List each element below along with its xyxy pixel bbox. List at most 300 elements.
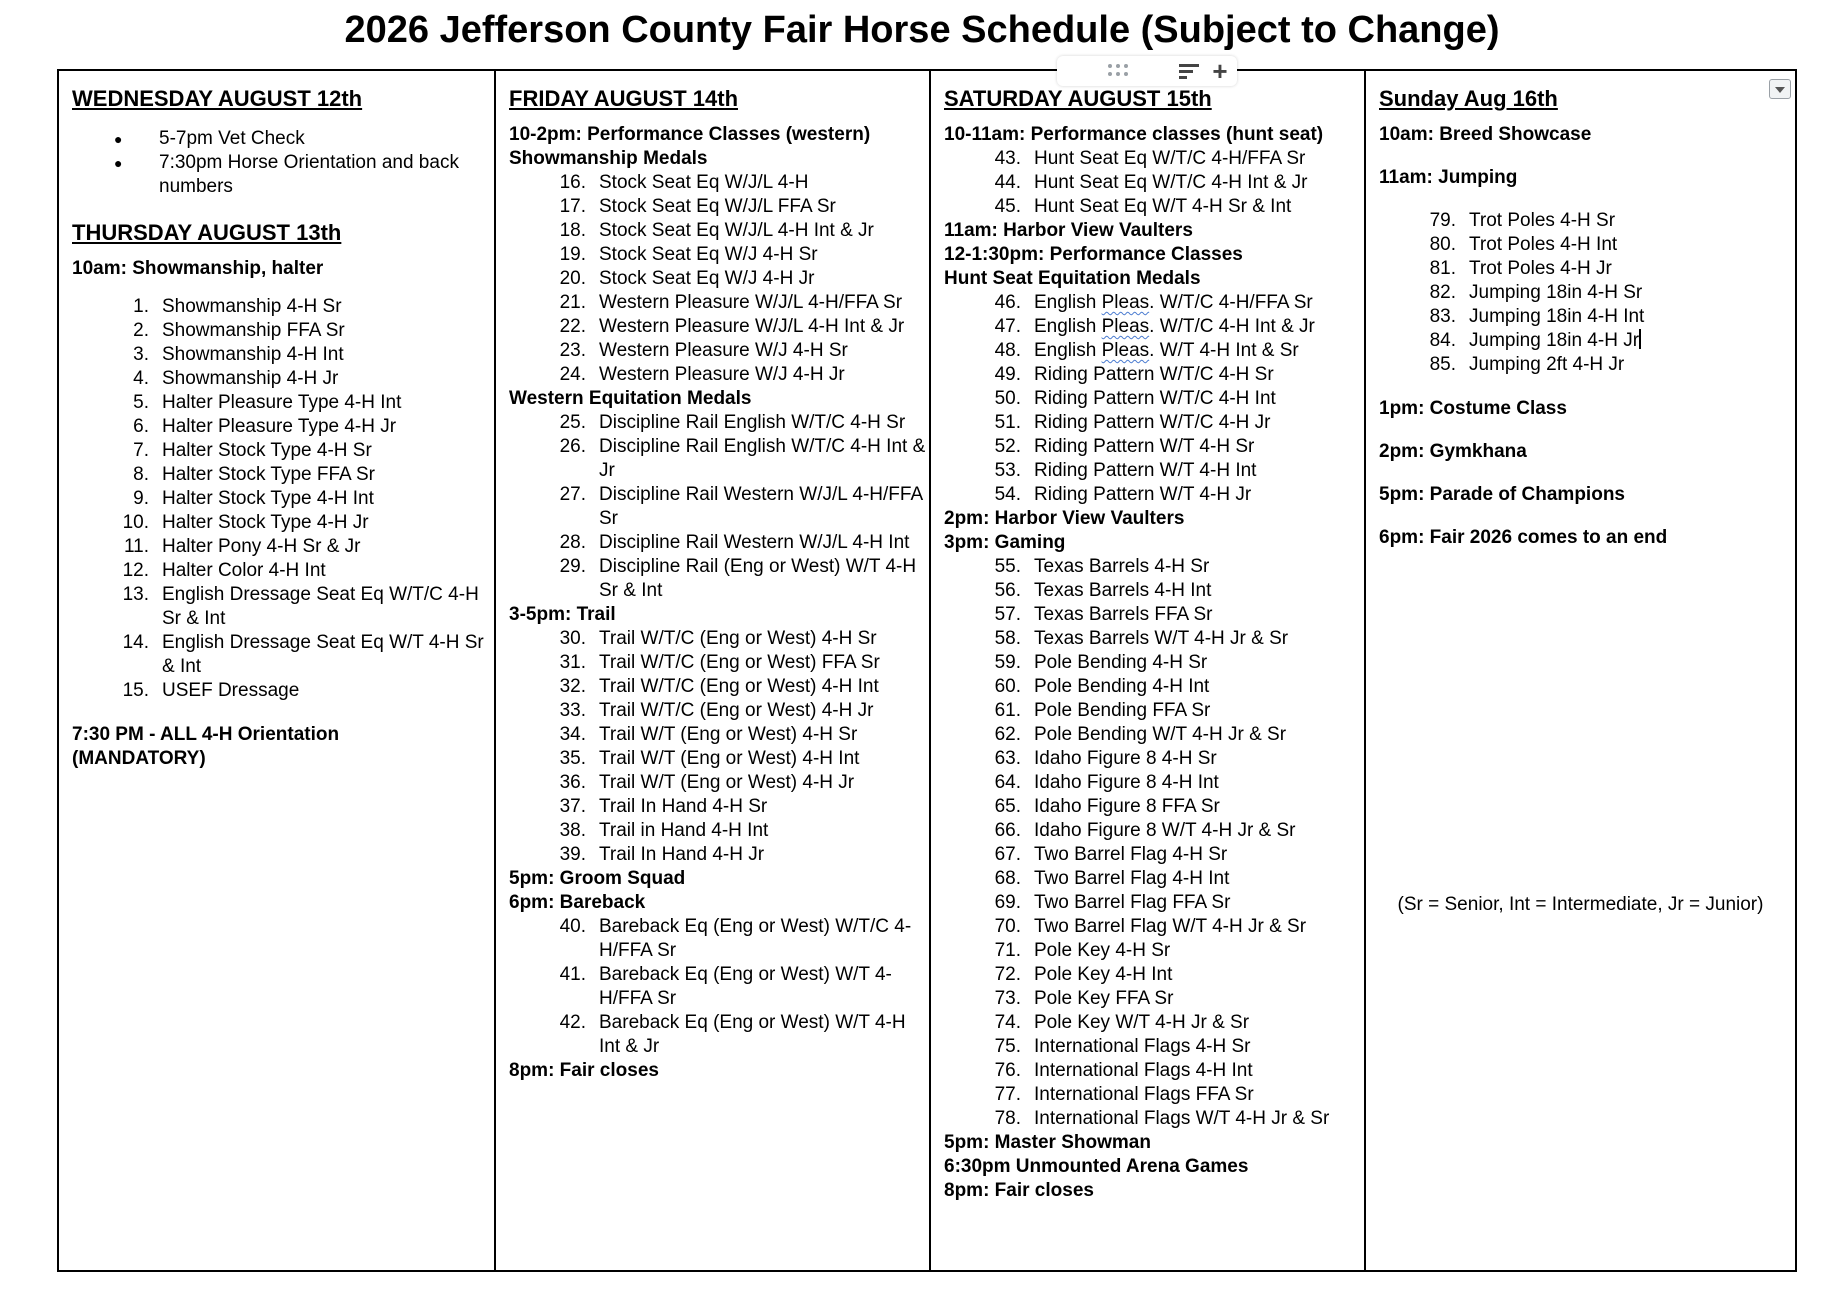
class-list-item — [944, 1059, 1364, 1083]
class-name: Discipline Rail (Eng or West) W/T 4-H Sr & Int — [599, 556, 917, 601]
class-list-item — [944, 627, 1364, 651]
class-list-item — [72, 439, 494, 463]
class-number: 5. — [133, 392, 149, 413]
class-list-item — [944, 843, 1364, 867]
class-number: 15. — [122, 680, 149, 701]
class-name: Two Barrel Flag 4-H Int — [1034, 868, 1230, 889]
class-list-item — [509, 1011, 929, 1059]
class-list-item — [944, 723, 1364, 747]
class-list-item — [509, 219, 929, 243]
class-number: 59. — [994, 652, 1021, 673]
sunday-later-events — [1379, 397, 1795, 550]
class-list-item — [944, 339, 1364, 363]
class-name: Stock Seat Eq W/J 4-H Jr — [599, 268, 815, 289]
sunday-event: 5pm: Parade of Champions — [1379, 484, 1625, 505]
class-name: English Dressage Seat Eq W/T/C 4-H Sr & Int — [162, 584, 479, 629]
class-number: 58. — [994, 628, 1021, 649]
class-list-item — [944, 435, 1364, 459]
class-name: Discipline Rail English W/T/C 4-H Int & Jr — [599, 436, 926, 481]
class-name: Halter Stock Type FFA Sr — [162, 464, 375, 485]
class-number: 46. — [994, 292, 1021, 313]
block-heading: Western Equitation Medals — [509, 388, 752, 409]
class-list-item — [72, 583, 494, 631]
class-number: 67. — [994, 844, 1021, 865]
class-name: . W/T/C 4-H Int & Jr — [1149, 316, 1315, 337]
class-list-item — [944, 675, 1364, 699]
class-number: 51. — [994, 412, 1021, 433]
class-list-item — [72, 511, 494, 535]
class-number: 70. — [994, 916, 1021, 937]
class-number: 35. — [559, 748, 586, 769]
class-list-item — [1379, 305, 1795, 329]
class-name: . W/T 4-H Int & Sr — [1149, 340, 1299, 361]
class-name: Bareback Eq (Eng or West) W/T/C 4-H/FFA Sr — [599, 916, 912, 961]
class-number: 64. — [994, 772, 1021, 793]
class-name: Showmanship 4-H Jr — [162, 368, 339, 389]
class-number: 40. — [559, 916, 586, 937]
class-list-item — [72, 679, 494, 703]
class-list — [509, 411, 929, 603]
class-name: English Dressage Seat Eq W/T 4-H Sr & Int — [162, 632, 484, 677]
class-number: 6. — [133, 416, 149, 437]
block-heading: 5pm: Groom Squad — [509, 868, 686, 889]
class-list — [944, 291, 1364, 507]
class-number: 83. — [1429, 306, 1456, 327]
class-name: Riding Pattern W/T 4-H Sr — [1034, 436, 1255, 457]
class-number: 38. — [559, 820, 586, 841]
block-heading: 10am: Showmanship, halter — [72, 258, 324, 279]
class-list-item — [72, 295, 494, 319]
class-number: 43. — [994, 148, 1021, 169]
class-list-item — [944, 771, 1364, 795]
class-name-prefix: English — [1034, 340, 1102, 361]
class-name: Trot Poles 4-H Jr — [1469, 258, 1612, 279]
class-number: 55. — [994, 556, 1021, 577]
class-name: Trail W/T/C (Eng or West) FFA Sr — [599, 652, 880, 673]
block-heading: 10-2pm: Performance Classes (western) — [509, 124, 871, 145]
class-number: 76. — [994, 1060, 1021, 1081]
class-name: Trail W/T/C (Eng or West) 4-H Int — [599, 676, 879, 697]
class-list-item — [944, 555, 1364, 579]
class-name: Trail in Hand 4-H Int — [599, 820, 769, 841]
class-list-item — [509, 171, 929, 195]
class-name: Pole Bending FFA Sr — [1034, 700, 1211, 721]
class-name: Riding Pattern W/T/C 4-H Jr — [1034, 412, 1271, 433]
column-saturday[interactable] — [929, 71, 1364, 1270]
class-name: Texas Barrels FFA Sr — [1034, 604, 1213, 625]
friday-blocks — [509, 123, 929, 1083]
class-name: Hunt Seat Eq W/T/C 4-H/FFA Sr — [1034, 148, 1306, 169]
day-heading-sunday: Sunday Aug 16th — [1379, 86, 1558, 111]
sort-icon[interactable] — [1179, 63, 1199, 79]
class-list-item — [72, 343, 494, 367]
block-heading: 8pm: Fair closes — [509, 1060, 659, 1081]
block-heading: 8pm: Fair closes — [944, 1180, 1094, 1201]
class-number: 37. — [559, 796, 586, 817]
class-name: Bareback Eq (Eng or West) W/T 4-H/FFA Sr — [599, 964, 892, 1009]
class-list-item — [509, 651, 929, 675]
class-list-item — [509, 747, 929, 771]
class-list-item — [944, 387, 1364, 411]
class-name: Two Barrel Flag W/T 4-H Jr & Sr — [1034, 916, 1307, 937]
class-name: International Flags 4-H Sr — [1034, 1036, 1251, 1057]
class-list-item — [1379, 329, 1795, 353]
class-number: 16. — [559, 172, 586, 193]
drag-handle-icon[interactable] — [1108, 62, 1132, 80]
class-name: Halter Stock Type 4-H Sr — [162, 440, 372, 461]
class-number: 80. — [1429, 234, 1456, 255]
block-heading: Showmanship Medals — [509, 148, 708, 169]
class-list-item — [72, 535, 494, 559]
class-name: Western Pleasure W/J 4-H Jr — [599, 364, 845, 385]
class-list-item — [509, 843, 929, 867]
class-list-item — [944, 603, 1364, 627]
class-list-item — [72, 319, 494, 343]
class-number: 66. — [994, 820, 1021, 841]
class-name: Pole Key FFA Sr — [1034, 988, 1174, 1009]
class-name-prefix: English — [1034, 316, 1102, 337]
class-name: Discipline Rail Western W/J/L 4-H/FFA Sr — [599, 484, 923, 529]
column-sunday[interactable] — [1364, 71, 1795, 1270]
class-name: Halter Stock Type 4-H Jr — [162, 512, 369, 533]
class-list-item — [509, 195, 929, 219]
class-number: 11. — [123, 536, 149, 557]
class-number: 36. — [559, 772, 586, 793]
class-number: 41. — [559, 964, 586, 985]
class-number: 23. — [559, 340, 586, 361]
class-number: 34. — [559, 724, 586, 745]
class-number: 54. — [994, 484, 1021, 505]
class-list-item — [509, 771, 929, 795]
class-list-item — [944, 987, 1364, 1011]
schedule-table — [57, 69, 1797, 1272]
class-list-item — [509, 555, 929, 603]
class-list-item — [509, 435, 929, 483]
class-name: Two Barrel Flag FFA Sr — [1034, 892, 1231, 913]
class-number: 61. — [994, 700, 1021, 721]
class-name: Texas Barrels 4-H Int — [1034, 580, 1212, 601]
spellcheck-word: Pleas — [1101, 292, 1150, 313]
spellcheck-word: Pleas — [1101, 316, 1150, 337]
class-number: 69. — [994, 892, 1021, 913]
class-list-item — [944, 363, 1364, 387]
class-number: 29. — [559, 556, 586, 577]
class-list-item — [944, 963, 1364, 987]
class-number: 72. — [994, 964, 1021, 985]
class-list-item — [72, 391, 494, 415]
class-name: Showmanship 4-H Int — [162, 344, 344, 365]
class-list-item — [1379, 257, 1795, 281]
class-number: 53. — [994, 460, 1021, 481]
class-number: 10. — [122, 512, 149, 533]
sunday-jumping-list — [1379, 209, 1795, 377]
class-list-item — [509, 315, 929, 339]
class-number: 17. — [559, 196, 586, 217]
day-heading-friday: FRIDAY AUGUST 14th — [509, 86, 739, 111]
class-number: 28. — [559, 532, 586, 553]
saturday-blocks — [944, 123, 1364, 1203]
class-list-item — [509, 819, 929, 843]
class-number: 13. — [122, 584, 149, 605]
class-list-item — [509, 243, 929, 267]
class-list-item — [509, 675, 929, 699]
class-number: 48. — [994, 340, 1021, 361]
block-heading: 3pm: Gaming — [944, 532, 1066, 553]
class-name: Riding Pattern W/T/C 4-H Int — [1034, 388, 1276, 409]
class-number: 21. — [559, 292, 586, 313]
class-list-item — [944, 915, 1364, 939]
class-list-item — [72, 487, 494, 511]
block-heading: Hunt Seat Equitation Medals — [944, 268, 1201, 289]
class-number: 50. — [994, 388, 1021, 409]
class-list-item — [944, 291, 1364, 315]
block-heading: 6:30pm Unmounted Arena Games — [944, 1156, 1249, 1177]
sunday-breed-showcase: 10am: Breed Showcase — [1379, 124, 1592, 145]
class-name: Pole Key 4-H Sr — [1034, 940, 1171, 961]
class-number: 8. — [133, 464, 149, 485]
class-number: 60. — [994, 676, 1021, 697]
class-number: 79. — [1429, 210, 1456, 231]
class-name: Trot Poles 4-H Int — [1469, 234, 1618, 255]
thursday-orientation: 7:30 PM - ALL 4-H Orientation (MANDATORY) — [72, 724, 340, 769]
class-number: 32. — [559, 676, 586, 697]
class-name: Pole Bending 4-H Sr — [1034, 652, 1208, 673]
class-list-item — [1379, 209, 1795, 233]
class-name: Halter Pony 4-H Sr & Jr — [162, 536, 361, 557]
class-number: 44. — [994, 172, 1021, 193]
class-number: 62. — [994, 724, 1021, 745]
class-number: 19. — [559, 244, 586, 265]
block-heading: 2pm: Harbor View Vaulters — [944, 508, 1185, 529]
class-number: 2. — [133, 320, 149, 341]
class-name: Trail In Hand 4-H Jr — [599, 844, 765, 865]
class-name: Riding Pattern W/T 4-H Jr — [1034, 484, 1252, 505]
class-list-item — [509, 723, 929, 747]
class-number: 9. — [133, 488, 149, 509]
class-number: 82. — [1429, 282, 1456, 303]
class-list-item — [509, 795, 929, 819]
class-name: Stock Seat Eq W/J/L FFA Sr — [599, 196, 836, 217]
add-icon[interactable]: + — [1212, 56, 1228, 86]
class-number: 57. — [994, 604, 1021, 625]
class-list-item — [509, 627, 929, 651]
day-heading-saturday: SATURDAY AUGUST 15th — [944, 86, 1212, 111]
class-number: 27. — [559, 484, 586, 505]
sunday-jumping-heading: 11am: Jumping — [1379, 167, 1518, 188]
class-number: 47. — [994, 316, 1021, 337]
class-name: Pole Key 4-H Int — [1034, 964, 1173, 985]
class-name: Idaho Figure 8 4-H Int — [1034, 772, 1219, 793]
class-name: Halter Pleasure Type 4-H Jr — [162, 416, 397, 437]
class-name: Pole Key W/T 4-H Jr & Sr — [1034, 1012, 1250, 1033]
class-name: Riding Pattern W/T 4-H Int — [1034, 460, 1257, 481]
class-name: Jumping 18in 4-H Jr — [1469, 330, 1640, 351]
class-name: Stock Seat Eq W/J 4-H Sr — [599, 244, 818, 265]
class-number: 73. — [994, 988, 1021, 1009]
class-name: Discipline Rail Western W/J/L 4-H Int — [599, 532, 910, 553]
class-name: Western Pleasure W/J/L 4-H/FFA Sr — [599, 292, 903, 313]
class-list-item — [72, 367, 494, 391]
class-list-item — [944, 579, 1364, 603]
wednesday-bullet-item: ● 5-7pm Vet Check — [72, 127, 494, 151]
class-name: Jumping 18in 4-H Sr — [1469, 282, 1643, 303]
abbreviation-note: (Sr = Senior, Int = Intermediate, Jr = Junior) — [1397, 894, 1764, 915]
class-number: 24. — [559, 364, 586, 385]
class-list-item — [1379, 353, 1795, 377]
day-heading-thursday: THURSDAY AUGUST 13th — [72, 220, 342, 245]
class-list-item — [944, 483, 1364, 507]
class-list-item — [1379, 233, 1795, 257]
class-list — [72, 295, 494, 703]
class-number: 14. — [122, 632, 149, 653]
class-list-item — [509, 963, 929, 1011]
class-number: 26. — [559, 436, 586, 457]
class-list-item — [944, 747, 1364, 771]
class-name: USEF Dressage — [162, 680, 300, 701]
class-name: Trail W/T (Eng or West) 4-H Int — [599, 748, 860, 769]
class-name: Halter Pleasure Type 4-H Int — [162, 392, 402, 413]
class-number: 77. — [994, 1084, 1021, 1105]
class-number: 78. — [994, 1108, 1021, 1129]
block-heading: 5pm: Master Showman — [944, 1132, 1151, 1153]
class-name: Trail W/T (Eng or West) 4-H Jr — [599, 772, 855, 793]
class-number: 52. — [994, 436, 1021, 457]
class-list-item — [944, 411, 1364, 435]
class-number: 71. — [994, 940, 1021, 961]
class-name: Trail In Hand 4-H Sr — [599, 796, 768, 817]
day-heading-wednesday: WEDNESDAY AUGUST 12th — [72, 86, 363, 111]
class-name: Trot Poles 4-H Sr — [1469, 210, 1616, 231]
class-name: Discipline Rail English W/T/C 4-H Sr — [599, 412, 906, 433]
class-number: 12. — [122, 560, 149, 581]
class-list-item — [509, 291, 929, 315]
class-number: 3. — [133, 344, 149, 365]
class-list-item — [944, 795, 1364, 819]
class-name: International Flags FFA Sr — [1034, 1084, 1254, 1105]
class-list-item — [509, 363, 929, 387]
sunday-event: 2pm: Gymkhana — [1379, 441, 1527, 462]
wednesday-bullet-item: ● 7:30pm Horse Orientation and back numbers — [72, 151, 494, 199]
sunday-event: 1pm: Costume Class — [1379, 398, 1567, 419]
class-list-item — [944, 1011, 1364, 1035]
class-number: 74. — [994, 1012, 1021, 1033]
class-number: 45. — [994, 196, 1021, 217]
class-name: Texas Barrels W/T 4-H Jr & Sr — [1034, 628, 1289, 649]
class-list-item — [72, 463, 494, 487]
class-list-item — [944, 315, 1364, 339]
block-heading: 10-11am: Performance classes (hunt seat) — [944, 124, 1324, 145]
class-name: Stock Seat Eq W/J/L 4-H — [599, 172, 809, 193]
sunday-event: 6pm: Fair 2026 comes to an end — [1379, 527, 1668, 548]
class-list-item — [944, 147, 1364, 171]
class-name: Western Pleasure W/J/L 4-H Int & Jr — [599, 316, 905, 337]
class-number: 1. — [133, 296, 149, 317]
class-number: 20. — [559, 268, 586, 289]
class-name: Trail W/T/C (Eng or West) 4-H Jr — [599, 700, 874, 721]
class-name-prefix: English — [1034, 292, 1102, 313]
class-number: 42. — [559, 1012, 586, 1033]
class-list-item — [944, 939, 1364, 963]
class-list-item — [944, 867, 1364, 891]
class-number: 85. — [1429, 354, 1456, 375]
class-number: 84. — [1429, 330, 1456, 351]
block-heading: 11am: Harbor View Vaulters — [944, 220, 1193, 241]
class-name: Stock Seat Eq W/J/L 4-H Int & Jr — [599, 220, 874, 241]
table-toolbar — [1057, 56, 1237, 86]
class-name: Two Barrel Flag 4-H Sr — [1034, 844, 1228, 865]
class-list-item — [944, 651, 1364, 675]
class-name: Idaho Figure 8 FFA Sr — [1034, 796, 1220, 817]
class-number: 25. — [559, 412, 586, 433]
block-heading: 6pm: Bareback — [509, 892, 646, 913]
class-number: 33. — [559, 700, 586, 721]
thursday-blocks — [72, 257, 494, 703]
class-number: 4. — [133, 368, 149, 389]
class-list-item — [509, 339, 929, 363]
class-name: Texas Barrels 4-H Sr — [1034, 556, 1210, 577]
class-name: Pole Bending W/T 4-H Jr & Sr — [1034, 724, 1287, 745]
class-number: 39. — [559, 844, 586, 865]
class-name: Idaho Figure 8 4-H Sr — [1034, 748, 1217, 769]
class-list-item — [72, 631, 494, 679]
class-name: Jumping 18in 4-H Int — [1469, 306, 1645, 327]
class-name: Idaho Figure 8 W/T 4-H Jr & Sr — [1034, 820, 1296, 841]
class-list-item — [72, 415, 494, 439]
column-wednesday-thursday[interactable] — [59, 71, 494, 1270]
class-list-item — [944, 1107, 1364, 1131]
class-number: 65. — [994, 796, 1021, 817]
class-list — [509, 915, 929, 1059]
class-name: Trail W/T (Eng or West) 4-H Sr — [599, 724, 858, 745]
class-list-item — [509, 699, 929, 723]
class-number: 81. — [1429, 258, 1456, 279]
class-number: 22. — [559, 316, 586, 337]
class-number: 18. — [559, 220, 586, 241]
class-name: Riding Pattern W/T/C 4-H Sr — [1034, 364, 1274, 385]
class-name: Bareback Eq (Eng or West) W/T 4-H Int & Jr — [599, 1012, 906, 1057]
spellcheck-word: Pleas — [1101, 340, 1150, 361]
class-list-item — [509, 915, 929, 963]
class-list-item — [72, 559, 494, 583]
class-name: Showmanship 4-H Sr — [162, 296, 342, 317]
class-list-item — [944, 171, 1364, 195]
class-number: 56. — [994, 580, 1021, 601]
class-name: Pole Bending 4-H Int — [1034, 676, 1210, 697]
class-list-item — [944, 1083, 1364, 1107]
class-name: International Flags 4-H Int — [1034, 1060, 1253, 1081]
class-name: Halter Color 4-H Int — [162, 560, 326, 581]
wednesday-bullet-list — [72, 127, 494, 199]
class-number: 7. — [133, 440, 149, 461]
class-list-item — [509, 267, 929, 291]
class-name: Showmanship FFA Sr — [162, 320, 345, 341]
class-name: . W/T/C 4-H/FFA Sr — [1149, 292, 1313, 313]
class-list-item — [509, 411, 929, 435]
class-list-item — [509, 531, 929, 555]
class-list — [509, 171, 929, 387]
column-friday[interactable] — [494, 71, 929, 1270]
class-number: 49. — [994, 364, 1021, 385]
class-list-item — [509, 483, 929, 531]
dropdown-chevron-icon[interactable] — [1769, 79, 1791, 99]
class-list-item — [944, 891, 1364, 915]
class-name: Hunt Seat Eq W/T 4-H Sr & Int — [1034, 196, 1292, 217]
class-name: Halter Stock Type 4-H Int — [162, 488, 374, 509]
class-number: 63. — [994, 748, 1021, 769]
text-cursor — [1639, 329, 1641, 349]
class-list-item — [944, 1035, 1364, 1059]
class-name: International Flags W/T 4-H Jr & Sr — [1034, 1108, 1330, 1129]
